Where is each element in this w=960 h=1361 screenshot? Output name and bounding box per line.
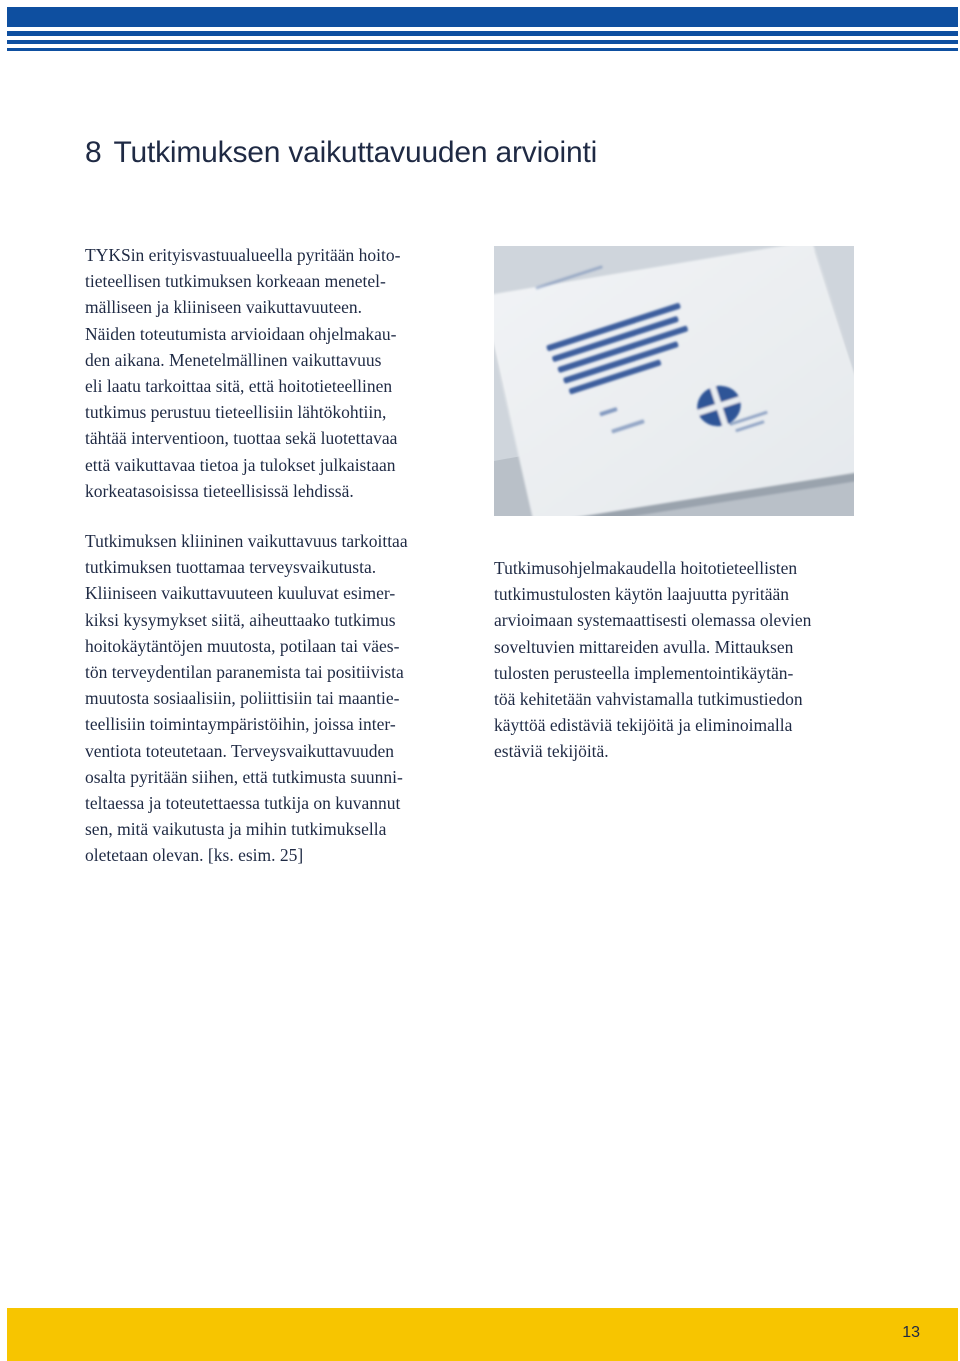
- header-stripe-thick: [7, 7, 958, 27]
- text-line: Näiden toteutumista arvioidaan ohjelmakau-: [85, 323, 397, 344]
- page-number: 13: [902, 1324, 920, 1341]
- text-line: arvioimaan systemaattisesti olemassa olevien: [494, 610, 812, 631]
- text-line: ventiota toteutetaan. Terveysvaikuttavuuden: [85, 740, 394, 761]
- chapter-title: [85, 136, 597, 170]
- header-stripe: [7, 31, 958, 36]
- text-line: tulosten perusteella implementointikäytän-: [494, 662, 794, 683]
- text-line: oletetaan olevan. [ks. esim. 25]: [85, 845, 304, 866]
- text-line: että vaikuttavaa tietoa ja tulokset julkaistaan: [85, 454, 396, 475]
- clinical-impact-paragraph: [85, 528, 465, 869]
- text-line: tön terveydentilan paranemista tai positiivista: [85, 662, 404, 683]
- text-line: tutkimuksen tuottamaa terveysvaikutusta.: [85, 557, 377, 578]
- text-line: Tutkimusohjelmakaudella hoitotieteellisten: [494, 558, 798, 578]
- text-line: muutosta sosiaalisiin, poliittisiin tai maantie-: [85, 688, 400, 709]
- text-line: mälliseen ja kliiniseen vaikuttavuuteen.: [85, 297, 363, 318]
- text-line: hoitokäytäntöjen muutosta, potilaan tai väes-: [85, 635, 400, 656]
- report-cover-photo: [494, 246, 854, 516]
- text-line: tutkimustulosten käytön laajuutta pyritään: [494, 584, 790, 605]
- header-stripe: [7, 48, 958, 51]
- text-line: korkeatasoisissa tieteellisissä lehdissä.: [85, 480, 354, 501]
- text-line: tähtää interventioon, tuottaa sekä luotettavaa: [85, 428, 398, 449]
- text-line: tieteellisen tutkimuksen korkeaan menetel-: [85, 271, 386, 292]
- chapter-title-text: Tutkimuksen vaikuttavuuden arviointi: [113, 136, 598, 169]
- text-line: Tutkimuksen kliininen vaikuttavuus tarkoittaa: [85, 531, 408, 551]
- chapter-number: 8: [85, 136, 102, 169]
- text-line: eli laatu tarkoittaa sitä, että hoitotieteellinen: [85, 376, 393, 397]
- header-stripe: [7, 40, 958, 44]
- text-line: sen, mitä vaikutusta ja mihin tutkimuksella: [85, 819, 387, 840]
- text-line: töä kehitetään vahvistamalla tutkimustiedon: [494, 689, 803, 710]
- text-line: teellisiin toimintaympäristöihin, joissa inter-: [85, 714, 396, 735]
- text-line: estäviä tekijöitä.: [494, 741, 609, 762]
- intro-paragraph: [85, 242, 465, 504]
- text-line: tutkimus perustuu tieteellisiin lähtökohtiin,: [85, 402, 387, 423]
- text-line: osalta pyritään siihen, että tutkimusta suunni-: [85, 766, 403, 787]
- text-line: den aikana. Menetelmällinen vaikuttavuus: [85, 349, 382, 370]
- text-line: käyttöä edistäviä tekijöitä ja eliminoimalla: [494, 715, 793, 736]
- text-line: soveltuvien mittareiden avulla. Mittauksen: [494, 636, 794, 657]
- text-line: TYKSin erityisvastuualueella pyritään hoito-: [85, 245, 401, 265]
- text-line: Kliiniseen vaikuttavuuteen kuuluvat esimer-: [85, 583, 396, 604]
- text-line: kiksi kysymykset siitä, aiheuttaako tutkimus: [85, 609, 396, 630]
- report-cover-illustration: [494, 246, 854, 516]
- text-line: teltaessa ja toteutettaessa tutkija on kuvannut: [85, 793, 401, 814]
- footer-bar: [7, 1308, 958, 1361]
- measurement-paragraph: [494, 555, 874, 765]
